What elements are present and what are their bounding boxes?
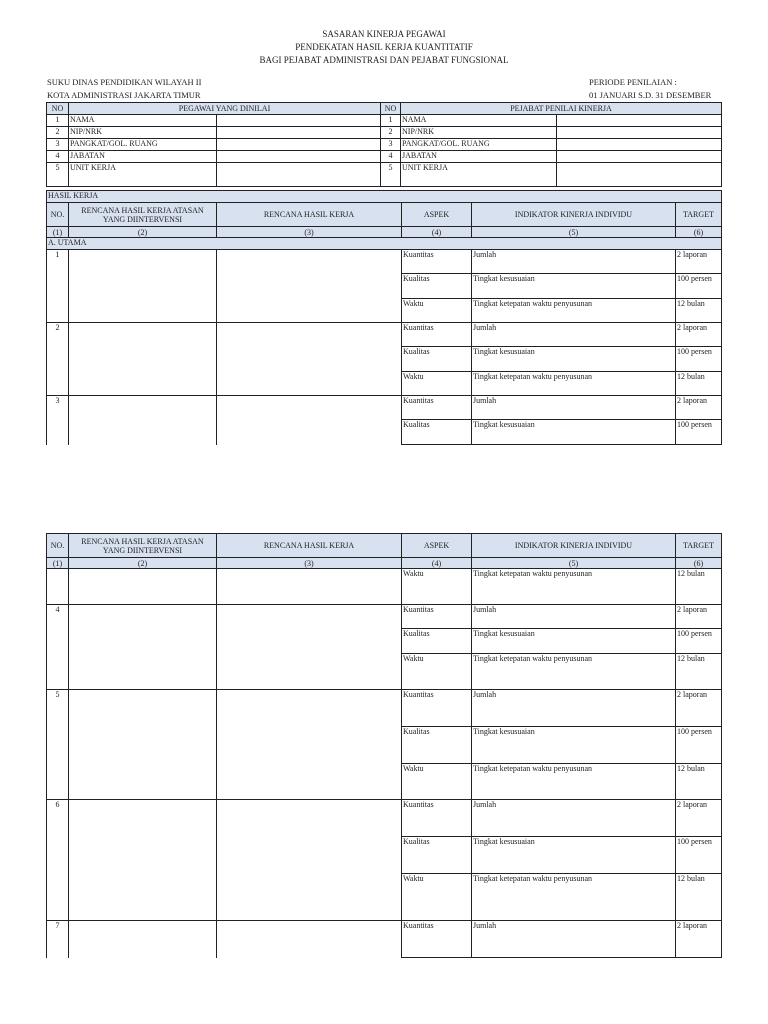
indikator-cell: Tingkat kesusuaian <box>472 347 676 372</box>
periode-label: PERIODE PENILAIAN : <box>589 77 677 87</box>
aspek-cell: Kuantitas <box>402 250 472 274</box>
identity-no-header: NO <box>47 103 69 115</box>
identity-field-value[interactable] <box>217 127 381 139</box>
identity-field-value[interactable] <box>217 163 381 187</box>
indikator-cell: Jumlah <box>472 323 676 347</box>
pejabat-header: PEJABAT PENILAI KINERJA <box>401 103 722 115</box>
aspek-cell: Kualitas <box>402 347 472 372</box>
rhk-cell[interactable] <box>217 396 402 445</box>
identity-field-label: NAMA <box>69 115 217 127</box>
col-header-aspek: ASPEK <box>402 534 472 558</box>
indikator-cell: Tingkat ketepatan waktu penyusunan <box>472 569 676 605</box>
col-number: (3) <box>217 558 402 569</box>
col-number: (1) <box>47 227 69 238</box>
aspek-cell: Waktu <box>402 372 472 396</box>
aspek-cell: Kuantitas <box>402 690 472 727</box>
target-cell: 2 laporan <box>676 605 722 629</box>
aspek-cell: Waktu <box>402 299 472 323</box>
col-number: (1) <box>47 558 69 569</box>
target-cell: 2 laporan <box>676 690 722 727</box>
aspek-cell: Kuantitas <box>402 921 472 958</box>
table-row <box>47 250 722 274</box>
indikator-cell: Jumlah <box>472 605 676 629</box>
identity-field-value[interactable] <box>557 163 722 187</box>
table-row <box>47 396 722 420</box>
identity-field-label: PANGKAT/GOL. RUANG <box>401 139 557 151</box>
organization-city: KOTA ADMINISTRASI JAKARTA TIMUR <box>47 90 201 100</box>
hasil-kerja-section-label: HASIL KERJA <box>47 191 722 203</box>
identity-field-value[interactable] <box>557 151 722 163</box>
indikator-cell: Tingkat ketepatan waktu penyusunan <box>472 764 676 800</box>
target-cell: 12 bulan <box>676 569 722 605</box>
col-number: (2) <box>69 558 217 569</box>
identity-row-no: 4 <box>47 151 69 163</box>
identity-row-no: 1 <box>47 115 69 127</box>
rhk-cell[interactable] <box>217 921 402 958</box>
rhk-atasan-cell[interactable] <box>69 690 217 800</box>
identity-field-value[interactable] <box>557 139 722 151</box>
row-number: 6 <box>47 800 69 921</box>
rhk-atasan-cell[interactable] <box>69 569 217 605</box>
identity-row-no: 2 <box>47 127 69 139</box>
pegawai-header: PEGAWAI YANG DINILAI <box>69 103 381 115</box>
identity-field-value[interactable] <box>217 139 381 151</box>
aspek-cell: Kualitas <box>402 629 472 654</box>
table-row <box>47 690 722 727</box>
rhk-cell[interactable] <box>217 800 402 921</box>
col-header-rhk-atasan: RENCANA HASIL KERJA ATASAN YANG DIINTERVENSI <box>69 203 217 227</box>
col-header-no: NO. <box>47 534 69 558</box>
document-title: SASARAN KINERJA PEGAWAI <box>322 29 446 39</box>
target-cell: 100 persen <box>676 629 722 654</box>
col-number: (4) <box>402 558 472 569</box>
hasil-kerja-table-continued <box>46 533 722 958</box>
rhk-cell[interactable] <box>217 605 402 690</box>
target-cell: 2 laporan <box>676 921 722 958</box>
identity-row-no: 1 <box>381 115 401 127</box>
identity-field-value[interactable] <box>557 115 722 127</box>
identity-field-label: NIP/NRK <box>401 127 557 139</box>
indikator-cell: Tingkat kesusuaian <box>472 420 676 445</box>
rhk-cell[interactable] <box>217 323 402 396</box>
row-number-continued <box>47 569 69 605</box>
indikator-cell: Jumlah <box>472 690 676 727</box>
table-row <box>47 921 722 958</box>
periode-value: 01 JANUARI S.D. 31 DESEMBER <box>589 90 712 100</box>
col-number: (6) <box>676 227 722 238</box>
aspek-cell: Waktu <box>402 874 472 921</box>
row-number: 7 <box>47 921 69 958</box>
target-cell: 12 bulan <box>676 874 722 921</box>
rhk-atasan-cell[interactable] <box>69 921 217 958</box>
col-header-target: TARGET <box>676 203 722 227</box>
aspek-cell: Waktu <box>402 569 472 605</box>
table-row <box>47 569 722 605</box>
target-cell: 100 persen <box>676 274 722 299</box>
organization-name: SUKU DINAS PENDIDIKAN WILAYAH II <box>47 77 202 87</box>
indikator-cell: Tingkat kesusuaian <box>472 274 676 299</box>
identity-no-header-2: NO <box>381 103 401 115</box>
indikator-cell: Jumlah <box>472 921 676 958</box>
identity-field-label: UNIT KERJA <box>69 163 217 187</box>
col-header-target: TARGET <box>676 534 722 558</box>
indikator-cell: Tingkat ketepatan waktu penyusunan <box>472 372 676 396</box>
col-number: (2) <box>69 227 217 238</box>
target-cell: 2 laporan <box>676 323 722 347</box>
identity-field-value[interactable] <box>217 115 381 127</box>
aspek-cell: Kualitas <box>402 837 472 874</box>
target-cell: 2 laporan <box>676 800 722 837</box>
identity-field-value[interactable] <box>217 151 381 163</box>
row-number: 4 <box>47 605 69 690</box>
col-number: (6) <box>676 558 722 569</box>
aspek-cell: Kualitas <box>402 274 472 299</box>
col-header-rhk: RENCANA HASIL KERJA <box>217 534 402 558</box>
rhk-atasan-cell[interactable] <box>69 800 217 921</box>
indikator-cell: Jumlah <box>472 396 676 420</box>
indikator-cell: Tingkat ketepatan waktu penyusunan <box>472 874 676 921</box>
col-number: (4) <box>402 227 472 238</box>
aspek-cell: Kualitas <box>402 727 472 764</box>
identity-field-label: NAMA <box>401 115 557 127</box>
identity-row-no: 5 <box>381 163 401 187</box>
aspek-cell: Waktu <box>402 654 472 690</box>
col-header-aspek: ASPEK <box>402 203 472 227</box>
indikator-cell: Tingkat ketepatan waktu penyusunan <box>472 654 676 690</box>
col-header-indikator: INDIKATOR KINERJA INDIVIDU <box>472 203 676 227</box>
col-header-no: NO. <box>47 203 69 227</box>
aspek-cell: Kuantitas <box>402 800 472 837</box>
document-subtitle: PENDEKATAN HASIL KERJA KUANTITATIF <box>295 42 473 52</box>
indikator-cell: Tingkat kesusuaian <box>472 837 676 874</box>
table-row <box>47 605 722 629</box>
identity-row-no: 4 <box>381 151 401 163</box>
identity-row-no: 5 <box>47 163 69 187</box>
identity-field-label: NIP/NRK <box>69 127 217 139</box>
identity-row-no: 3 <box>381 139 401 151</box>
target-cell: 2 laporan <box>676 396 722 420</box>
target-cell: 12 bulan <box>676 372 722 396</box>
indikator-cell: Jumlah <box>472 800 676 837</box>
identity-field-label: PANGKAT/GOL. RUANG <box>69 139 217 151</box>
rhk-cell[interactable] <box>217 250 402 323</box>
hasil-kerja-table <box>46 190 722 445</box>
rhk-atasan-cell[interactable] <box>69 396 217 445</box>
table-row <box>47 800 722 837</box>
indikator-cell: Jumlah <box>472 250 676 274</box>
target-cell: 12 bulan <box>676 764 722 800</box>
rhk-cell[interactable] <box>217 690 402 800</box>
target-cell: 2 laporan <box>676 250 722 274</box>
row-number: 2 <box>47 323 69 396</box>
row-number: 1 <box>47 250 69 323</box>
identity-field-label: JABATAN <box>401 151 557 163</box>
col-number: (3) <box>217 227 402 238</box>
target-cell: 100 persen <box>676 420 722 445</box>
rhk-atasan-cell[interactable] <box>69 605 217 690</box>
aspek-cell: Kuantitas <box>402 323 472 347</box>
target-cell: 100 persen <box>676 727 722 764</box>
col-number: (5) <box>472 558 676 569</box>
col-header-rhk: RENCANA HASIL KERJA <box>217 203 402 227</box>
identity-field-label: JABATAN <box>69 151 217 163</box>
row-number: 3 <box>47 396 69 445</box>
table-row <box>47 323 722 347</box>
identity-field-label: UNIT KERJA <box>401 163 557 187</box>
col-header-indikator: INDIKATOR KINERJA INDIVIDU <box>472 534 676 558</box>
col-number: (5) <box>472 227 676 238</box>
aspek-cell: Kuantitas <box>402 605 472 629</box>
identity-field-value[interactable] <box>557 127 722 139</box>
indikator-cell: Tingkat ketepatan waktu penyusunan <box>472 299 676 323</box>
row-number: 5 <box>47 690 69 800</box>
col-header-rhk-atasan: RENCANA HASIL KERJA ATASAN YANG DIINTERVENSI <box>69 534 217 558</box>
identity-row-no: 2 <box>381 127 401 139</box>
utama-section-label: A. UTAMA <box>47 238 722 250</box>
rhk-cell[interactable] <box>217 569 402 605</box>
target-cell: 100 persen <box>676 837 722 874</box>
indikator-cell: Tingkat kesusuaian <box>472 727 676 764</box>
aspek-cell: Kuantitas <box>402 396 472 420</box>
document-subtitle-2: BAGI PEJABAT ADMINISTRASI DAN PEJABAT FUNGSIONAL <box>259 55 509 65</box>
rhk-atasan-cell[interactable] <box>69 323 217 396</box>
aspek-cell: Kualitas <box>402 420 472 445</box>
indikator-cell: Tingkat kesusuaian <box>472 629 676 654</box>
identity-row-no: 3 <box>47 139 69 151</box>
rhk-atasan-cell[interactable] <box>69 250 217 323</box>
target-cell: 12 bulan <box>676 299 722 323</box>
identity-table <box>46 102 722 187</box>
target-cell: 100 persen <box>676 347 722 372</box>
aspek-cell: Waktu <box>402 764 472 800</box>
target-cell: 12 bulan <box>676 654 722 690</box>
